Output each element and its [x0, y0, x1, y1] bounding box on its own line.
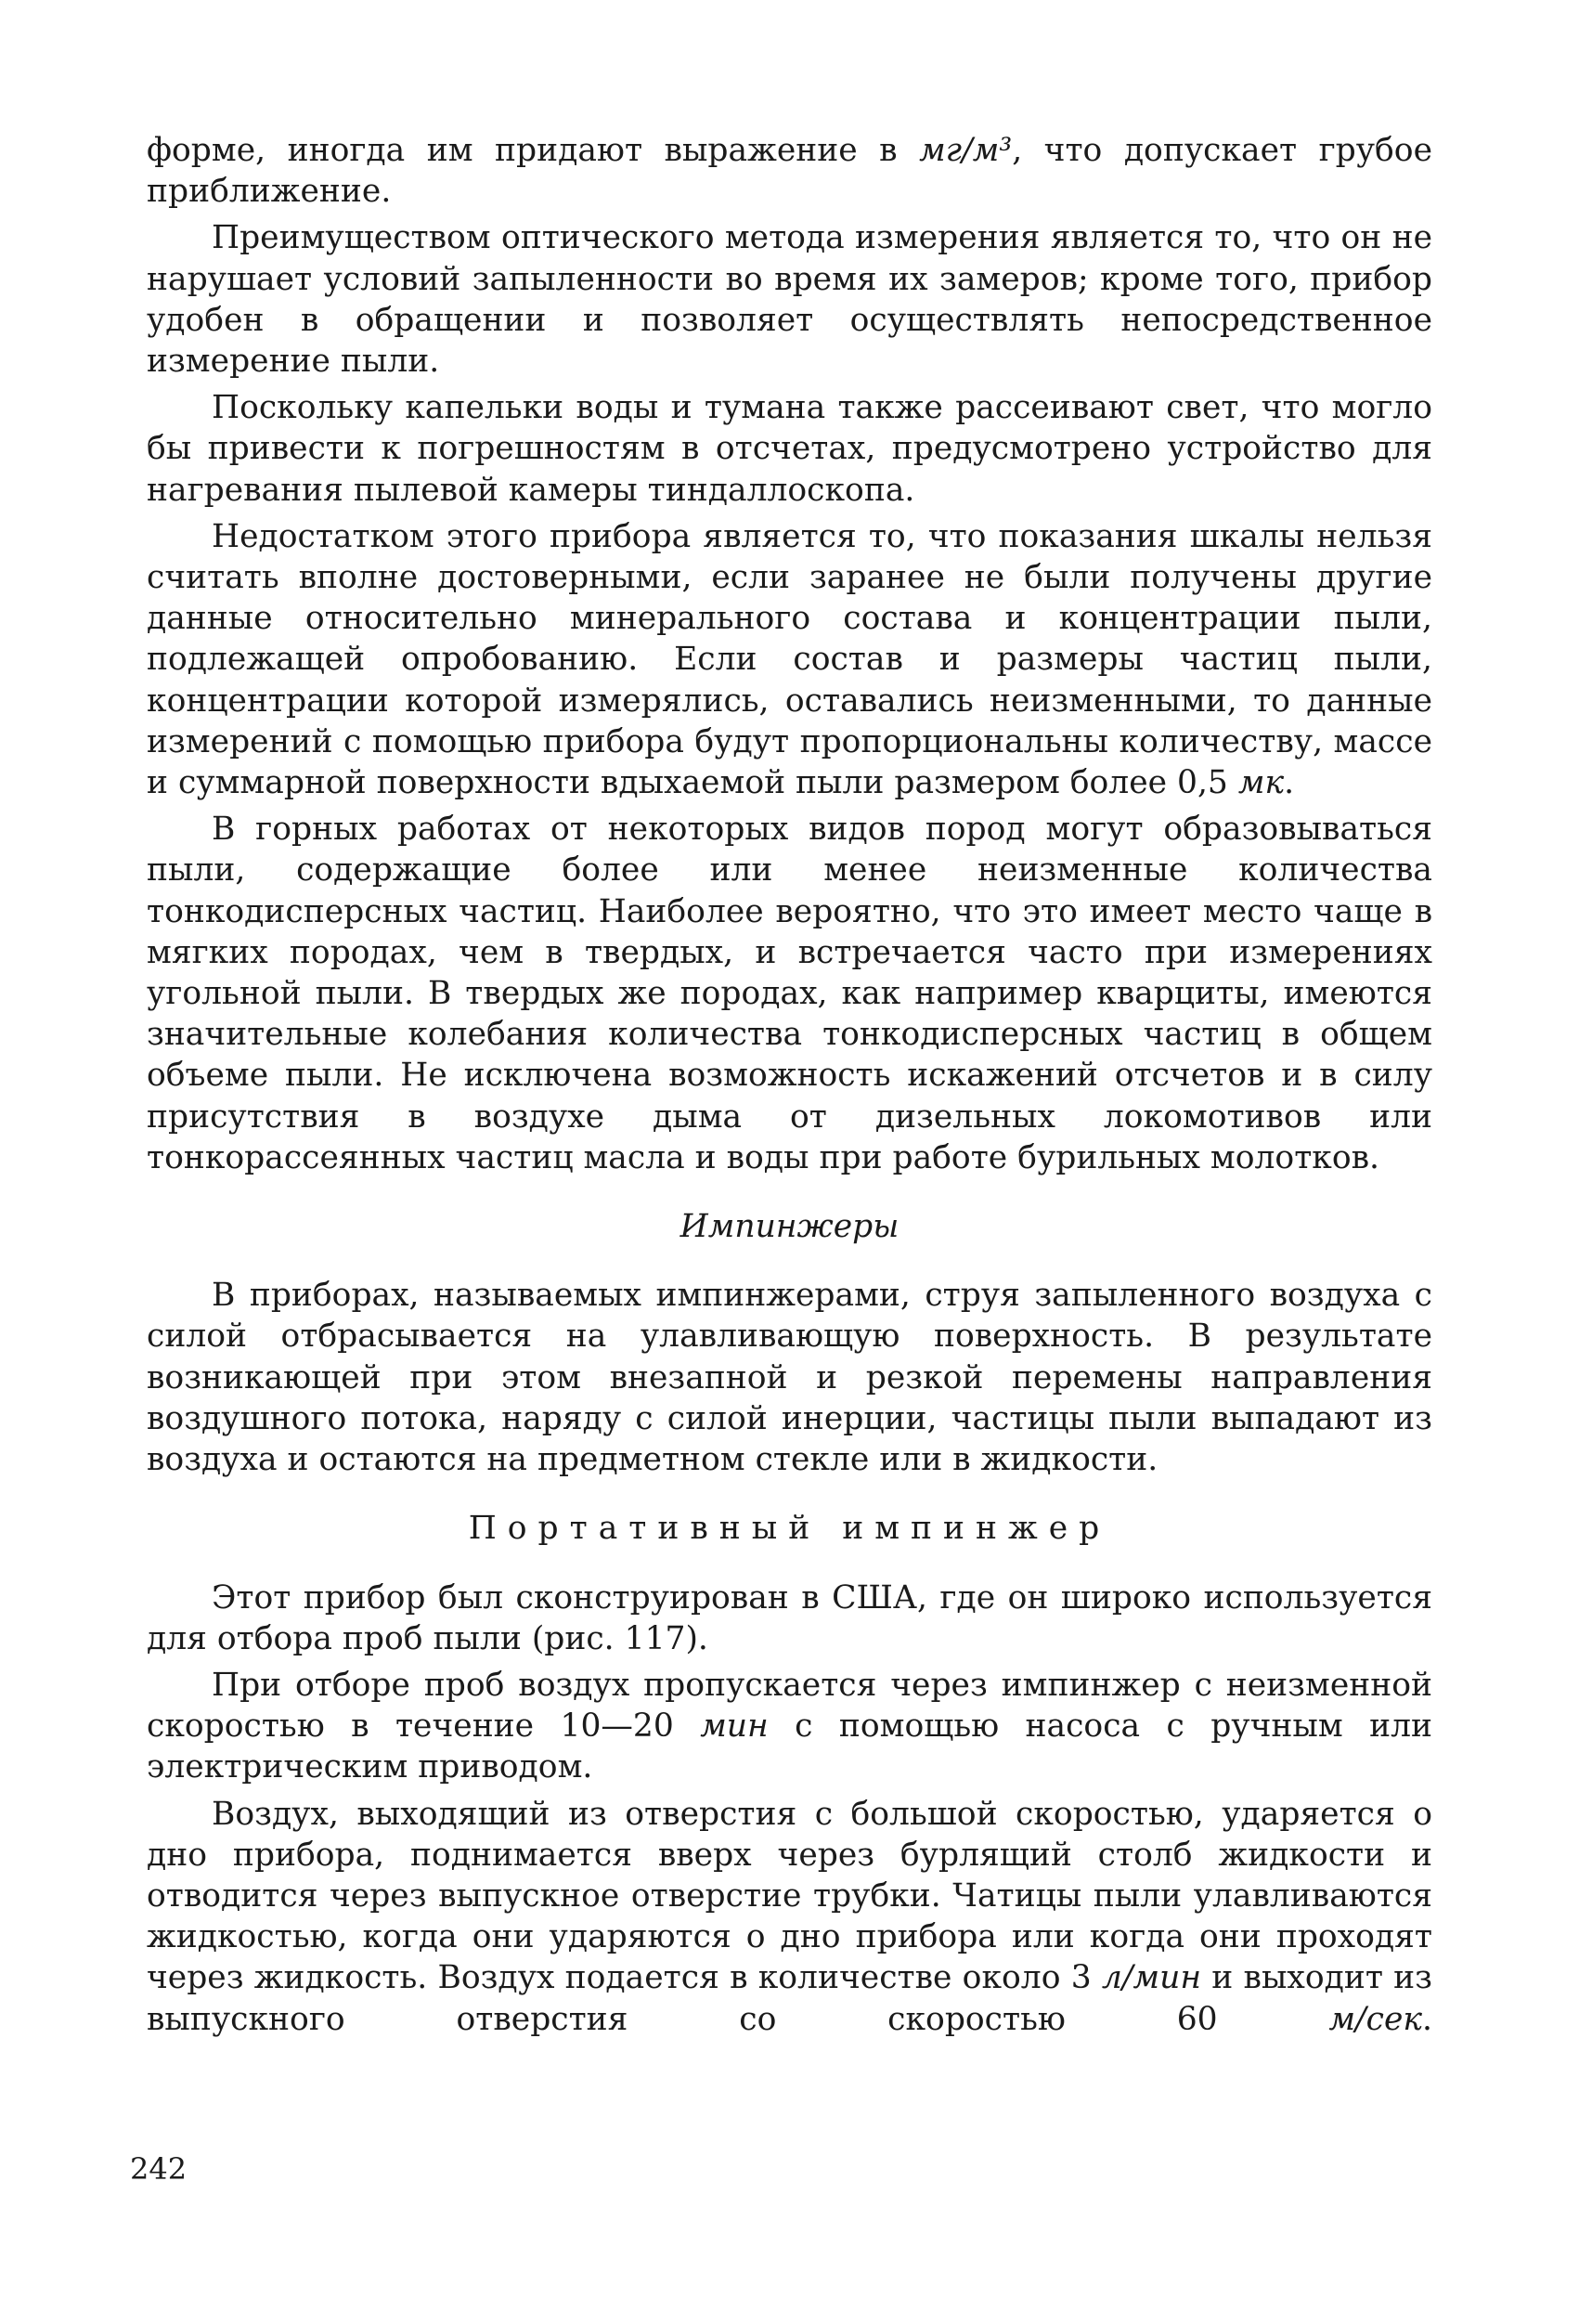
section-heading-portable-impinger: Портативный импинжер: [468, 1510, 1111, 1548]
paragraph-8-text: При отборе проб воздух пропускается через импинжер с неизменной скоростью в течение 10—20: [147, 1666, 1432, 1746]
page-number: 242: [130, 2151, 188, 2187]
paragraph-1-text: форме, иногда им придают выражение в: [147, 132, 920, 169]
paragraph-2: Преимуществом оптического метода измерения является то, что он не нарушает условий запыленности во время их замеров; кроме того, прибор удобен в обращении и позволяет осуществлять непосредственное измерение пыли.: [147, 219, 1432, 381]
paragraph-4-text: Недостатком этого прибора является то, что показания шкалы нельзя считать вполне достоверными, если заранее не были получены другие данные относительно минерального состава и концентрации пыли, подлежащей опробованию. Если состав и размеры частиц пыли, концентрации которой измерялись, оставались неизменными, то данные измерений с помощью прибора будут пропорциональны количеству, массе и суммарной поверхности вдыхаемой пыли размером более 0,5: [147, 517, 1432, 802]
paragraph-8-text-end: с помощью насоса с ручным или электрическим приводом.: [147, 1707, 1433, 1786]
unit-liters-per-minute: л/мин: [1101, 1959, 1202, 1997]
paragraph-6: В приборах, называемых импинжерами, струя запыленного воздуха с силой отбрасывается на улавливающую поверхность. В результате возникающей при этом внезапной и резкой перемены направления воздушного потока, наряду с силой инерции, частицы пыли выпадают из воздуха и остаются на предметном стекле или в жидкости.: [147, 1277, 1432, 1479]
paragraph-9-text-middle: и выходит из выпускного отверстия со скоростью 60: [147, 1959, 1432, 2038]
paragraph-3: Поскольку капельки воды и тумана также рассеивают свет, что могло бы привести к погрешностям в отсчетах, предусмотрено устройство для нагревания пылевой камеры тиндаллоскопа.: [147, 389, 1432, 509]
paragraph-7: Этот прибор был сконструирован в США, где он широко используется для отбора проб пыли (рис. 117).: [147, 1578, 1432, 1657]
paragraph-5: В горных работах от некоторых видов пород могут образовываться пыли, содержащие более или менее неизменные количества тонкодисперсных частиц. Наиболее вероятно, что это имеет место чаще в мягких породах, чем в твердых, и встречается часто при измерениях угольной пыли. В твердых же породах, как например кварциты, имеются значительные колебания количества тонкодисперсных частиц в общем объеме пыли. Не исключена возможность искажений отсчетов и в силу присутствия в воздухе дыма от дизельных локомотивов или тонкорассеянных частиц масла и воды при работе бурильных молотков.: [147, 811, 1432, 1176]
paragraph-8: [147, 1665, 1432, 1788]
paragraph-1-text-end: , что допускает грубое приближение.: [147, 132, 1432, 211]
paragraph-4: [147, 516, 1432, 803]
paragraph-9: [147, 1794, 1432, 2040]
unit-mg-per-m3: мг/м³: [919, 132, 1013, 169]
unit-micron: мк: [1237, 764, 1285, 802]
paragraph-9-text: Воздух, выходящий из отверстия с большой скоростью, ударяется о дно прибора, поднимается вверх через бурлящий столб жидкости и отводится через выпускное отверстие трубки. Чатицы пыли улавливаются жидкостью, когда они ударяются о дно прибора или когда они проходят через жидкость. Воздух подается в количестве около 3: [147, 1795, 1432, 1997]
paragraph-1: [147, 130, 1432, 212]
page-body: [147, 130, 1432, 2040]
unit-minutes: мин: [700, 1707, 769, 1746]
unit-meters-per-second: м/сек: [1328, 2000, 1423, 2038]
section-heading-impingers: Импинжеры: [679, 1208, 900, 1246]
paragraph-9-text-end: .: [1422, 2000, 1432, 2038]
paragraph-4-text-end: .: [1284, 764, 1295, 802]
